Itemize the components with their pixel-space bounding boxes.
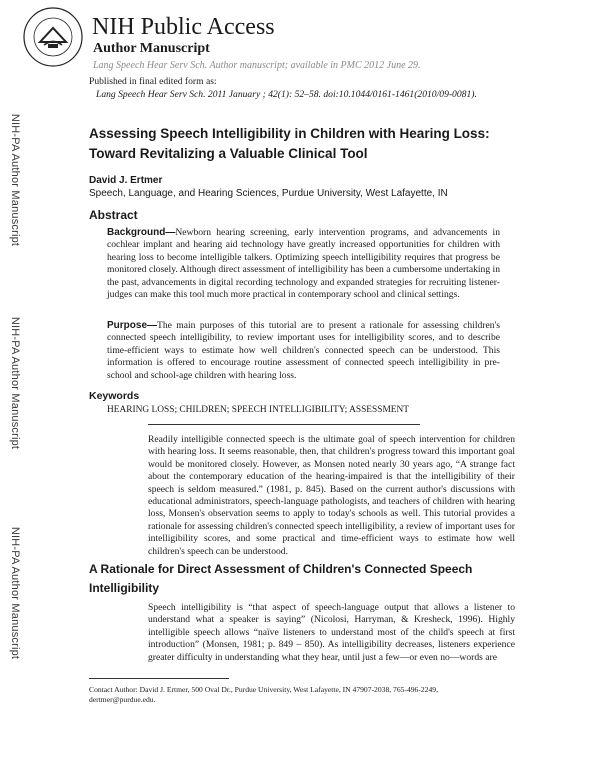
sidebar-label-middle: NIH-PA Author Manuscript xyxy=(9,316,21,450)
header-subtitle: Author Manuscript xyxy=(93,41,210,56)
footnote-text: Contact Author: David J. Ertmer, 500 Oval Dr., Purdue University, West Lafayette, IN 47907-2038, 765-496-2249, dertmer@purdue.edu. xyxy=(89,685,438,704)
keywords-heading: Keywords xyxy=(89,390,140,402)
article-title xyxy=(89,124,589,164)
background-text: Newborn hearing screening, early intervention programs, and advancements in cochlear implant and hearing aid technology have greatly increased opportunities for children with hearing loss to become intelligible talkers. Optimizing speech intelligibility requires that progress be monitored closely. Although direct assessment of intelligibility has been a cumbersome undertaking in the past, advancements in digital recording technology and expanded strategies for recruiting listener-judges can make this tool much more practical in contemporary school and clinical settings. xyxy=(107,227,500,301)
published-citation: Lang Speech Hear Serv Sch. 2011 January ; 42(1): 52–58. doi:10.1044/0161-1461(2010/09-0081). xyxy=(96,89,477,100)
header-journal-line: Lang Speech Hear Serv Sch. Author manuscript; available in PMC 2012 June 29. xyxy=(93,60,421,71)
section-heading xyxy=(89,560,569,598)
author-affiliation: Speech, Language, and Hearing Sciences, Purdue University, West Lafayette, IN xyxy=(89,188,448,199)
purpose-text: The main purposes of this tutorial are to present a rationale for assessing children's connected speech intelligibility, to review important uses for intelligibility scores, and to describe time-efficient ways to estimate how well children's connected speech can be understood. This information is offered to encourage routine assessment of connected speech intelligibility in pre-school and school-age children with hearing loss. xyxy=(107,320,500,381)
abstract-background xyxy=(107,227,500,301)
sidebar-label-bottom: NIH-PA Author Manuscript xyxy=(9,526,21,660)
section-text: Speech intelligibility is “that aspect of speech-language output that allows a listener to understand what a speaker is saying” (Nicolosi, Harryman, & Kresheck, 1996). Highly intelligible speech allows “naïve listeners to understand most of the child's speech at first introduction” (Monsen, 1981; p. 849 – 850). As intelligibility decreases, listeners experience greater difficulty in understanding what they hear, until just a few—or even no—words are xyxy=(148,602,515,663)
purpose-label: Purpose— xyxy=(107,320,158,331)
abstract-purpose xyxy=(107,320,500,382)
nih-logo xyxy=(22,6,84,68)
keywords-divider xyxy=(148,424,420,425)
intro-paragraph xyxy=(148,434,515,558)
keywords-list: HEARING LOSS; CHILDREN; SPEECH INTELLIGIBILITY; ASSESSMENT xyxy=(107,405,410,415)
section-heading-line1: A Rationale for Direct Assessment of Children's Connected Speech xyxy=(89,562,473,576)
nih-seal-icon xyxy=(22,6,84,68)
abstract-heading: Abstract xyxy=(89,208,138,222)
intro-text: Readily intelligible connected speech is the ultimate goal of speech intervention for children with hearing loss. It seems reasonable, then, that children's progress toward this important goal would be monitored closely. However, as Monsen noted nearly 30 years ago, “A strange fact about the contemporary education of the hearing-impaired is that the intelligibility of their speech is seldom measured.” (1981, p. 845). Based on the current author's discussions with educational administrators, speech-language pathologists, and teachers of children with hearing loss, Monsen's observation seems to apply to today's schools as well. This tutorial provides a rationale for assessing children's connected speech intelligibility, a review of important uses for intelligibility scores, and some practical and time-efficient ways to estimate how well children's speech can be understood. xyxy=(148,434,515,557)
article-title-line2: Toward Revitalizing a Valuable Clinical Tool xyxy=(89,146,368,161)
section-heading-line2: Intelligibility xyxy=(89,581,160,595)
sidebar-label-top: NIH-PA Author Manuscript xyxy=(9,113,21,247)
article-title-line1: Assessing Speech Intelligibility in Children with Hearing Loss: xyxy=(89,126,490,141)
background-label: Background— xyxy=(107,227,176,238)
header-title: NIH Public Access xyxy=(92,14,275,40)
footnote-divider xyxy=(89,678,229,679)
author-name: David J. Ertmer xyxy=(89,175,163,186)
published-label: Published in final edited form as: xyxy=(89,76,217,87)
section-paragraph xyxy=(148,602,515,664)
